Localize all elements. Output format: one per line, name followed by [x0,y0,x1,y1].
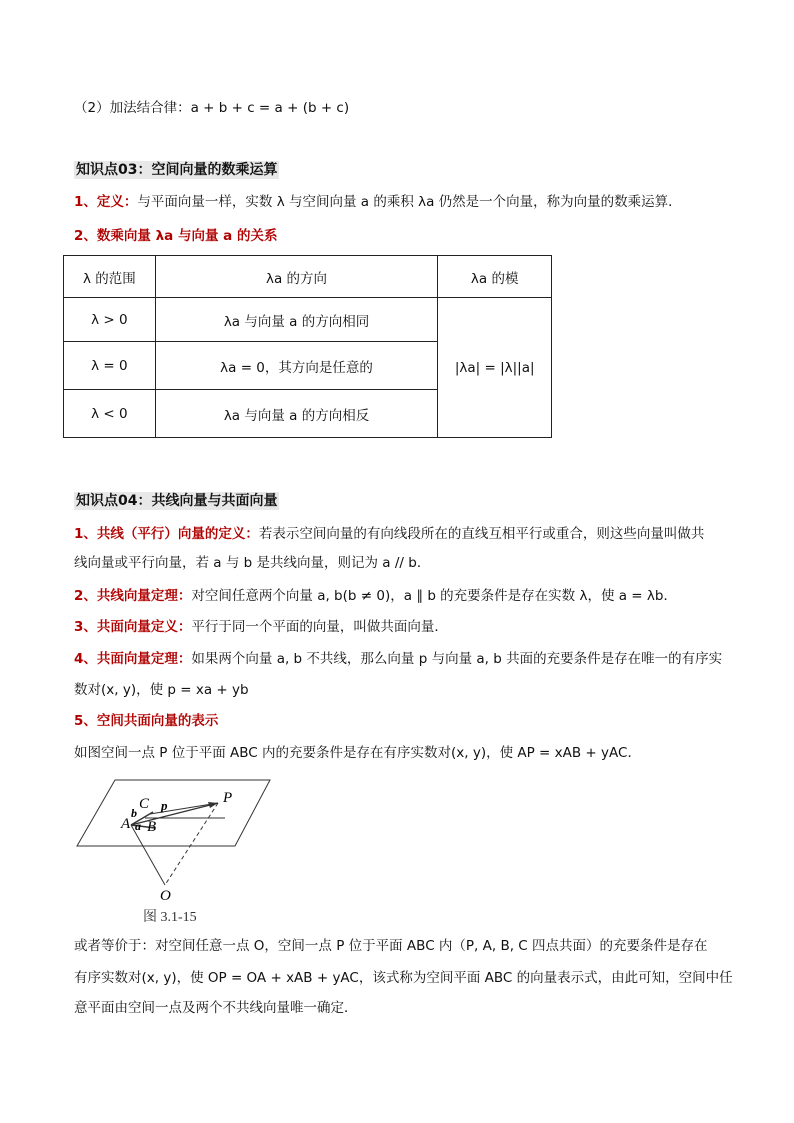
coplanar-figure [75,778,275,903]
line-po [165,803,218,885]
table-row [64,298,552,342]
kp03-title-text: 知识点03：空间向量的数乘运算 [76,162,278,178]
kp04-item3 [74,617,448,637]
kp03-definition [74,192,682,212]
direction-cell: λa 与向量 a 的方向相反 [155,390,438,438]
label-a-point: A [121,816,131,832]
item4-label: 4、共面向量定理： [74,651,192,667]
lambda-table [63,255,552,438]
direction-cell: λa 与向量 a 的方向相同 [155,298,438,342]
coplanar-paragraph-3: 有序实数对(x, y)，使 OP = OA + xAB + yAC，该式称为空间平面 ABC 的向量表示式，由此可知，空间中任 [74,970,733,986]
table-header-row [64,256,552,298]
range-cell: λ > 0 [64,298,156,342]
label-o-point: O [160,888,171,903]
range-cell: λ = 0 [64,342,156,390]
item3-text: 平行于同一个平面的向量，叫做共面向量． [191,619,448,635]
kp04-item1 [74,524,704,544]
associative-law-line: （2）加法结合律：a + b + c = a + (b + c) [74,100,350,116]
kp04-item2 [74,586,677,606]
direction-cell: λa = 0，其方向是任意的 [155,342,438,390]
coplanar-paragraph-2: 或者等价于：对空间任意一点 O，空间一点 P 位于平面 ABC 内（P, A, B, C 四点共面）的充要条件是存在 [74,938,708,954]
kp03-relation-label: 2、数乘向量 λa 与向量 a 的关系 [74,228,278,244]
coplanar-paragraph-1: 如图空间一点 P 位于平面 ABC 内的充要条件是存在有序实数对(x, y)，使 AP = xAB + yAC． [74,745,641,761]
label-vector-b: b [131,806,137,820]
header-range: λ 的范围 [64,256,156,298]
item3-label: 3、共面向量定义： [74,619,192,635]
range-cell: λ < 0 [64,390,156,438]
item1-text-a: 若表示空间向量的有向线段所在的直线互相平行或重合，则这些向量叫做共 [258,526,705,542]
definition-text: 与平面向量一样，实数 λ 与空间向量 a 的乘积 λa 仍然是一个向量，称为向量的数乘运算． [137,194,682,210]
kp04-item1-cont: 线向量或平行向量，若 a 与 b 是共线向量，则记为 a // b． [74,555,431,571]
coplanar-paragraph-4: 意平面由空间一点及两个不共线向量唯一确定． [74,1000,358,1016]
definition-label: 1、定义： [74,194,138,210]
item1-label: 1、共线（平行）向量的定义： [74,526,259,542]
label-vector-p: p [161,798,168,813]
kp04-item4 [74,649,722,669]
label-c-point: C [139,796,150,812]
item2-text: 对空间任意两个向量 a, b(b ≠ 0)，a ∥ b 的充要条件是存在实数 λ，使 a = λb． [191,588,677,604]
header-modulus: λa 的模 [438,256,552,298]
kp04-item4-cont: 数对(x, y)，使 p = xa + yb [74,682,249,698]
label-vector-a: a [135,819,141,833]
item4-text-a: 如果两个向量 a, b 不共线，那么向量 p 与向量 a, b 共面的充要条件是存在唯一的有序实 [191,651,723,667]
kp04-title [74,491,279,511]
plane-shape [77,780,270,846]
label-p-point: P [223,790,233,806]
modulus-cell: |λa| = |λ||a| [438,298,552,438]
kp04-title-text: 知识点04：共线向量与共面向量 [76,493,278,509]
header-direction: λa 的方向 [155,256,438,298]
kp04-item5-label: 5、空间共面向量的表示 [74,713,219,729]
kp03-title [74,160,279,180]
figure-caption: 图 3.1-15 [143,910,197,925]
label-b-point: B [147,819,157,835]
item2-label: 2、共线向量定理： [74,588,192,604]
